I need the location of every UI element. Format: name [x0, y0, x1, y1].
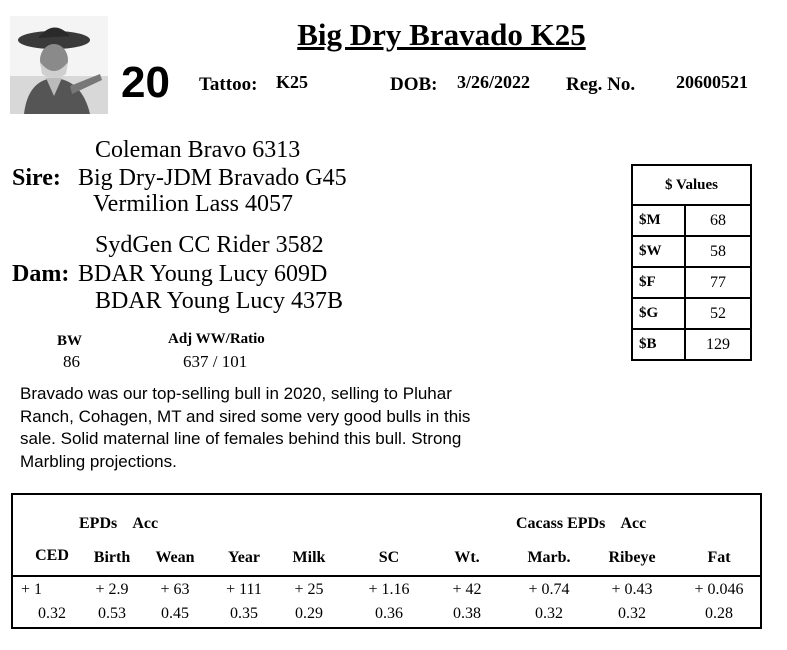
table-row: [632, 205, 751, 236]
col-header: Year: [228, 549, 260, 566]
dollar-value-label: $W: [632, 236, 685, 267]
dob-label: DOB:: [390, 74, 438, 95]
reg-label: Reg. No.: [566, 74, 636, 95]
acc-value: 0.53: [98, 605, 126, 622]
table-row: [632, 329, 751, 360]
dam-label: Dam:: [12, 261, 70, 287]
epd-value: + 1: [21, 581, 43, 598]
reg-value: 20600521: [676, 72, 748, 92]
epd-value: + 1.16: [368, 581, 410, 598]
col-header: Birth: [93, 549, 131, 566]
sire-dam: Vermilion Lass 4057: [93, 191, 293, 217]
col-header: Ribeye: [608, 549, 656, 566]
col-header: Milk: [292, 549, 326, 566]
tattoo-value: K25: [276, 72, 309, 92]
header-divider: [13, 575, 760, 577]
epd-value: + 111: [226, 581, 262, 598]
epd-group-label: EPDs Acc: [79, 515, 159, 532]
dollar-values-table: [631, 164, 752, 361]
epd-value: + 63: [160, 581, 190, 598]
bw-value: 86: [63, 352, 80, 371]
epd-value: + 25: [294, 581, 324, 598]
lot-number: 20: [121, 58, 170, 107]
ww-label: Adj WW/Ratio: [168, 331, 265, 347]
sire-sire: Coleman Bravo 6313: [95, 137, 301, 163]
dollar-value-label: $F: [632, 267, 685, 298]
table-row: [632, 267, 751, 298]
col-header: CED: [35, 547, 69, 564]
ww-value: 637 / 101: [183, 352, 248, 371]
dollar-value-label: $B: [632, 329, 685, 360]
col-header: Fat: [707, 549, 731, 566]
page-title: Big Dry Bravado K25: [297, 17, 586, 52]
table-row: [632, 298, 751, 329]
dollar-values-header: $ Values: [632, 165, 751, 205]
col-header: Wt.: [454, 549, 480, 566]
bw-label: BW: [57, 333, 83, 349]
carcass-group-label: Cacass EPDs Acc: [516, 515, 647, 532]
sire-label: Sire:: [12, 165, 61, 191]
epd-value: + 0.046: [694, 581, 744, 598]
dam-dam: BDAR Young Lucy 437B: [95, 288, 344, 314]
dollar-value-label: $G: [632, 298, 685, 329]
tattoo-label: Tattoo:: [199, 74, 258, 95]
epd-value: + 42: [452, 581, 482, 598]
dollar-value: 68: [685, 205, 751, 236]
epd-table: [11, 493, 762, 629]
acc-value: 0.32: [618, 605, 646, 622]
col-header: Marb.: [527, 549, 571, 566]
acc-value: 0.29: [295, 605, 323, 622]
col-header: SC: [378, 549, 400, 566]
epd-value: + 2.9: [95, 581, 129, 598]
table-row: [632, 236, 751, 267]
dollar-value: 58: [685, 236, 751, 267]
acc-value: 0.32: [38, 605, 66, 622]
col-header: Wean: [155, 549, 195, 566]
sire-name: Big Dry-JDM Bravado G45: [78, 165, 347, 191]
acc-value: 0.35: [230, 605, 258, 622]
acc-value: 0.32: [535, 605, 563, 622]
acc-value: 0.36: [375, 605, 403, 622]
acc-value: 0.28: [705, 605, 733, 622]
dollar-value-label: $M: [632, 205, 685, 236]
dam-name: BDAR Young Lucy 609D: [78, 261, 328, 287]
dollar-value: 52: [685, 298, 751, 329]
epd-value: + 0.43: [611, 581, 653, 598]
acc-value: 0.45: [161, 605, 189, 622]
epd-value: + 0.74: [528, 581, 570, 598]
acc-value: 0.38: [453, 605, 481, 622]
description-text: Bravado was our top-selling bull in 2020, selling to Pluhar Ranch, Cohagen, MT and sired some very good bulls in this sale. Solid maternal line of females behind this bull. Strong Marbling projections.: [20, 384, 471, 471]
dob-value: 3/26/2022: [457, 72, 531, 92]
dollar-value: 77: [685, 267, 751, 298]
dollar-value: 129: [685, 329, 751, 360]
dam-sire: SydGen CC Rider 3582: [95, 232, 324, 258]
